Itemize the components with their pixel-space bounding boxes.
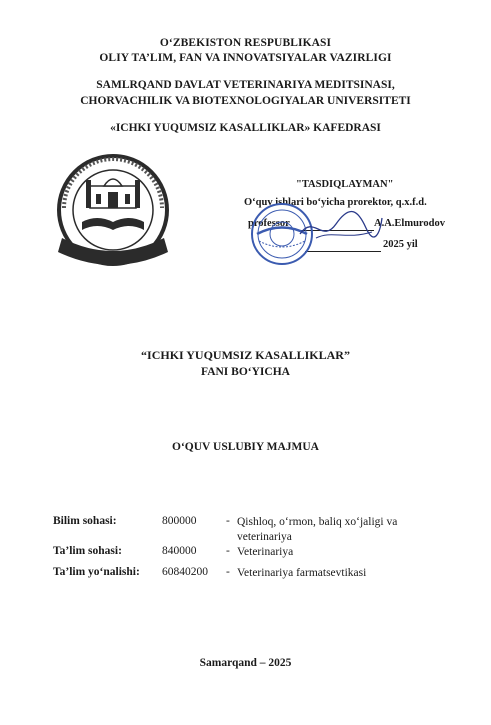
- info-code: 60840200: [162, 566, 208, 578]
- info-dash: -: [226, 566, 230, 578]
- header-ministry: OLIY TA’LIM, FAN VA INNOVATSIYALAR VAZIRLIGI: [99, 52, 392, 64]
- date-line: [305, 251, 381, 252]
- header-department: «ICHKI YUQUMSIZ KASALLIKLAR» KAFEDRASI: [110, 122, 381, 134]
- info-code: 840000: [162, 545, 197, 557]
- approval-role: O‘quv ishlari bo‘yicha prorektor, q.x.f.d.: [244, 197, 427, 208]
- info-label: Ta’lim yo‘nalishi:: [53, 566, 140, 578]
- approval-title: "TASDIQLAYMAN": [296, 179, 394, 190]
- info-description: Veterinariya: [237, 546, 294, 558]
- info-label: Ta’lim sohasi:: [53, 545, 122, 557]
- header-country: O‘ZBEKISTON RESPUBLIKASI: [159, 37, 332, 49]
- header-university-line2: CHORVACHILIK VA BIOTEXNOLOGIYALAR UNIVERSITETI: [80, 95, 411, 107]
- approval-year: 2025 yil: [383, 239, 418, 250]
- approver-name: A.A.Elmurodov: [374, 218, 445, 229]
- approval-prefix: professor: [248, 218, 290, 229]
- info-description: Qishloq, o‘rmon, baliq xo‘jaligi va veterinariya: [237, 516, 398, 543]
- subject-title: “ICHKI YUQUMSIZ KASALLIKLAR”: [141, 348, 350, 362]
- footer-city-year: Samarqand – 2025: [199, 657, 292, 669]
- info-description: Veterinariya farmatsevtikasi: [237, 567, 367, 579]
- handwritten-signature: [296, 204, 384, 248]
- subject-subtitle: FANI BO‘YICHA: [201, 366, 290, 378]
- document-type: O‘QUV USLUBIY MAJMUA: [172, 441, 319, 453]
- info-code: 800000: [162, 515, 197, 527]
- university-logo: [52, 152, 174, 274]
- info-dash: -: [226, 515, 230, 527]
- info-label: Bilim sohasi:: [53, 515, 117, 527]
- info-dash: -: [226, 545, 230, 557]
- header-university-line1: SAMLRQAND DAVLAT VETERINARIYA MEDITSINASI,: [96, 79, 395, 91]
